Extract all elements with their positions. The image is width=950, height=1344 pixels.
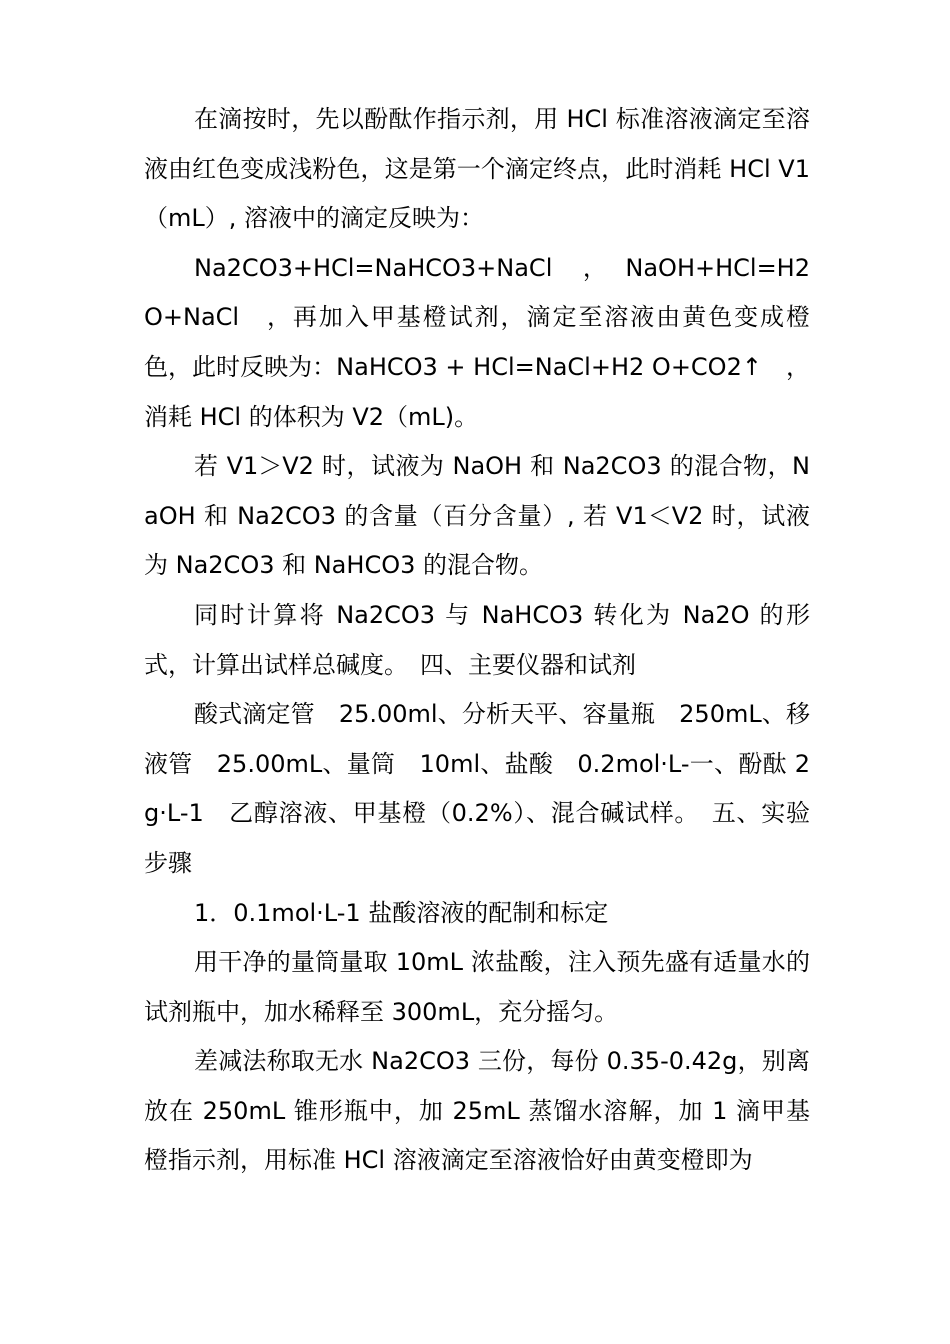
paragraph-na2co3-weighing: 差减法称取无水 Na2CO3 三份，每份 0.35-0.42g，别离放在 250mL 锥形瓶中，加 25mL 蒸馏水溶解，加 1 滴甲基橙指示剂，用标准 HCl 溶液滴定至溶液恰好由黄变橙即为 (144, 1047, 810, 1175)
paragraph-titration-intro: 在滴按时，先以酚酞作指示剂，用 HCl 标准溶液滴定至溶液由红色变成浅粉色，这是第一个滴定终点，此时消耗 HCl V1（mL）, 溶液中的滴定反映为： (144, 105, 810, 233)
paragraph-volume-comparison: 若 V1＞V2 时，试液为 NaOH 和 Na2CO3 的混合物，NaOH 和 Na2CO3 的含量（百分含量）, 若 V1＜V2 时，试液为 Na2CO3 和 NaHCO3 的混合物。 (144, 452, 810, 580)
paragraph-reaction-equations: Na2CO3+HCl=NaHCO3+NaCl ， NaOH+HCl=H2 O+NaCl ，再加入甲基橙试剂，滴定至溶液由黄色变成橙色，此时反映为：NaHCO3 + HCl=NaCl+H2 O+CO2↑ ，消耗 HCl 的体积为 V2（mL)。 (144, 253, 810, 431)
paragraph-step-heading: 1．0.1mol·L-1 盐酸溶液的配制和标定 (194, 898, 609, 927)
document-body (144, 95, 810, 1186)
paragraph-total-alkalinity: 同时计算将 Na2CO3 与 NaHCO3 转化为 Na2O 的形式，计算出试样总碱度。 四、主要仪器和试剂 (144, 600, 810, 679)
paragraph-hcl-preparation: 用干净的量筒量取 10mL 浓盐酸，注入预先盛有适量水的试剂瓶中，加水稀释至 300mL，充分摇匀。 (144, 948, 810, 1026)
paragraph-instruments-reagents: 酸式滴定管 25.00ml、分析天平、容量瓶 250mL、移液管 25.00mL、量筒 10ml、盐酸 0.2mol·L-一、酚酞 2g·L-1 乙醇溶液、甲基橙（0.2%）、混合碱试样。 五、实验步骤 (144, 700, 810, 877)
